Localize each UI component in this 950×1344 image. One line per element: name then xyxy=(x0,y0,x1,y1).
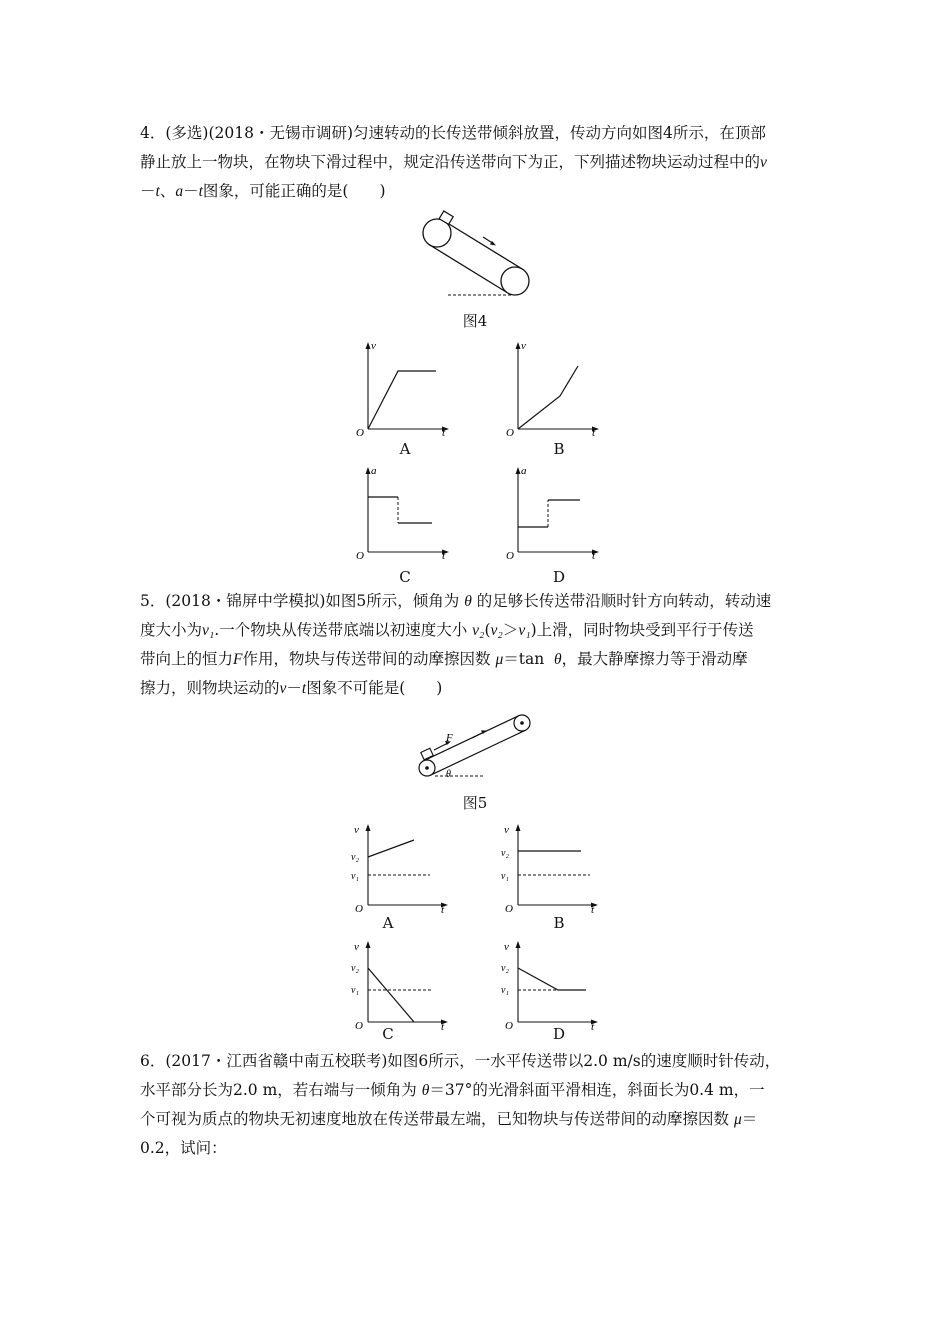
q4-graph-d-label: D xyxy=(552,568,566,586)
q4-symbol-t: t xyxy=(155,183,160,200)
q4c-x-label: t xyxy=(442,550,446,561)
q4-dash-2: － xyxy=(183,182,199,200)
figure-4-conveyor xyxy=(410,205,540,305)
q5-line-3-text-b: 作用，物块与传送带间的动摩擦因数 xyxy=(242,650,491,668)
q5-line-3-text: 带向上的恒力 xyxy=(140,650,234,668)
q5-gt: ＞ xyxy=(502,621,519,639)
q5b-origin: O xyxy=(505,903,513,914)
q4-graph-a-label: A xyxy=(399,440,411,458)
q4b-y-label: v xyxy=(521,340,526,352)
q5-line-2-text: 度大小为 xyxy=(140,621,203,639)
q5-dash: － xyxy=(286,679,302,697)
q5-v: v xyxy=(279,680,287,697)
q5-line-2-text-c: )上滑，同时物块受到平行于传送 xyxy=(530,621,754,639)
q5d-y-label: v xyxy=(504,941,509,953)
q5-v1: v₁ xyxy=(202,622,215,639)
q6-line-2 xyxy=(140,1076,826,1105)
q4c-origin: O xyxy=(356,550,364,561)
q5-graph-b-label: B xyxy=(553,914,565,932)
q5-graph-a xyxy=(348,820,460,914)
q4a-curve xyxy=(368,371,436,429)
q6-line-4: 0.2，试问： xyxy=(140,1139,227,1157)
figure-5-conveyor xyxy=(410,708,540,786)
q5-line-3-text-c: ，最大静摩擦力等于滑动摩 xyxy=(561,650,748,668)
q5d-curve xyxy=(518,968,586,990)
q5-tan: ＝tan xyxy=(503,650,545,668)
q4-graph-c-label: C xyxy=(399,568,411,586)
q4a-origin: O xyxy=(356,427,364,436)
q4-separator: 、 xyxy=(159,182,176,200)
figure-4-caption: 图4 xyxy=(462,312,488,330)
q6-theta: θ xyxy=(421,1082,430,1099)
q5-line-4-text: 擦力，则物块运动的 xyxy=(140,679,280,697)
q5d-v1-tick: v₁ xyxy=(501,985,509,996)
q6-line-3-text: 个可视为质点的物块无初速度地放在传送带最左端，已知物块与传送带间的动摩擦因数 xyxy=(140,1110,730,1128)
q5c-v2-tick: v₂ xyxy=(351,963,359,974)
question-4-text xyxy=(140,119,826,206)
q5a-v2-tick: v₂ xyxy=(351,852,359,863)
q5-graph-c xyxy=(348,937,460,1031)
q4d-x-label: t xyxy=(592,550,596,561)
q5-v2-cmp: v₂ xyxy=(490,622,503,639)
q4b-origin: O xyxy=(506,427,514,436)
q6-line-1: 6．(2017・江西省赣中南五校联考)如图6所示，一水平传送带以2.0 m/s的速度顺时针传动， xyxy=(140,1052,781,1070)
q5-v1-cmp: v₁ xyxy=(518,622,531,639)
q5-line-1-text: 5．(2018・锦屏中学模拟)如图5所示，倾角为 xyxy=(140,592,460,610)
q4b-x-label: t xyxy=(592,427,596,436)
q5b-x-label: t xyxy=(591,904,595,914)
question-5-text xyxy=(140,587,826,703)
q5-line-1-text-b: 的足够长传送带沿顺时针方向转动，转动速 xyxy=(476,592,772,610)
q5-line-3 xyxy=(140,645,826,674)
q5-line-4 xyxy=(140,674,826,703)
q4a-x-label: t xyxy=(442,427,446,436)
q5d-v2-tick: v₂ xyxy=(501,963,509,974)
q4-dash-1: － xyxy=(140,182,156,200)
q4-line-2 xyxy=(140,148,826,177)
q4-graph-c xyxy=(350,463,460,561)
q5c-x-label: t xyxy=(441,1021,445,1031)
q6-line-3 xyxy=(140,1105,826,1134)
q4-symbol-a: a xyxy=(175,183,184,200)
q5a-curve xyxy=(368,840,414,857)
q5c-curve xyxy=(368,968,414,1022)
figure-5-F-label: F xyxy=(446,732,453,744)
q4d-y-label: a xyxy=(521,465,527,477)
q5c-origin: O xyxy=(355,1020,363,1031)
q5-mu: μ xyxy=(495,651,504,668)
q5-graph-a-label: A xyxy=(382,914,394,932)
q5-theta-2: θ xyxy=(554,651,562,668)
q5-graph-b xyxy=(498,820,610,914)
q4c-y-label: a xyxy=(371,465,377,477)
q5d-x-label: t xyxy=(591,1021,595,1031)
q5b-y-label: v xyxy=(504,824,509,836)
q5-line-2 xyxy=(140,616,826,645)
q4-graph-b-label: B xyxy=(553,440,565,458)
q5-line-4-text-b: 图象不可能是( ) xyxy=(306,679,443,697)
q5b-v2-tick: v₂ xyxy=(501,848,509,859)
q4-line-3-text: 图象，可能正确的是( ) xyxy=(202,182,386,200)
q4a-y-label: v xyxy=(371,340,376,352)
q5a-x-label: t xyxy=(441,904,445,914)
q5-line-1 xyxy=(140,587,826,616)
q5-v2: v₂ xyxy=(472,622,485,639)
q6-mu: μ xyxy=(733,1111,742,1128)
q5a-v1-tick: v₁ xyxy=(351,871,359,882)
q4-line-1: 4．(多选)(2018・无锡市调研)匀速转动的长传送带倾斜放置，传动方向如图4所示，在顶部 xyxy=(140,124,766,142)
q4-graph-d xyxy=(500,463,610,561)
q4-line-3 xyxy=(140,177,826,206)
q6-line-3-text-b: ＝ xyxy=(741,1110,758,1128)
figure-5-caption: 图5 xyxy=(462,794,488,812)
q5-line-2-text-b: .一个物块从传送带底端以初速度大小 xyxy=(214,621,468,639)
q5a-origin: O xyxy=(355,903,363,914)
q5d-origin: O xyxy=(505,1020,513,1031)
q5-graph-d-label: D xyxy=(552,1025,566,1043)
q5c-v1-tick: v₁ xyxy=(351,985,359,996)
q5-paren-open: ( xyxy=(484,621,491,639)
q5-graph-c-label: C xyxy=(382,1025,394,1043)
question-6-text xyxy=(140,1047,826,1163)
q5-F: F xyxy=(233,651,243,668)
q4-symbol-t-2: t xyxy=(198,183,203,200)
q5c-y-label: v xyxy=(354,941,359,953)
q6-line-2-text-b: ＝37°的光滑斜面平滑相连，斜面长为0.4 m，一 xyxy=(429,1081,765,1099)
q5-theta: θ xyxy=(464,593,472,610)
figure-5-theta-label: θ xyxy=(446,769,451,780)
q5-graph-d xyxy=(498,937,610,1031)
q4d-origin: O xyxy=(506,550,514,561)
q5-t: t xyxy=(301,680,307,697)
q4b-curve xyxy=(518,366,578,429)
q5a-y-label: v xyxy=(354,824,359,836)
q6-line-2-text: 水平部分长为2.0 m，若右端与一倾角为 xyxy=(140,1081,417,1099)
q4-symbol-v: v xyxy=(760,154,767,171)
q4-line-2-text: 静止放上一物块，在物块下滑过程中，规定沿传送带向下为正，下列描述物块运动过程中的 xyxy=(140,153,761,171)
q4-graph-a xyxy=(350,338,460,436)
q4-graph-b xyxy=(500,338,610,436)
q5b-v1-tick: v₁ xyxy=(501,871,509,882)
